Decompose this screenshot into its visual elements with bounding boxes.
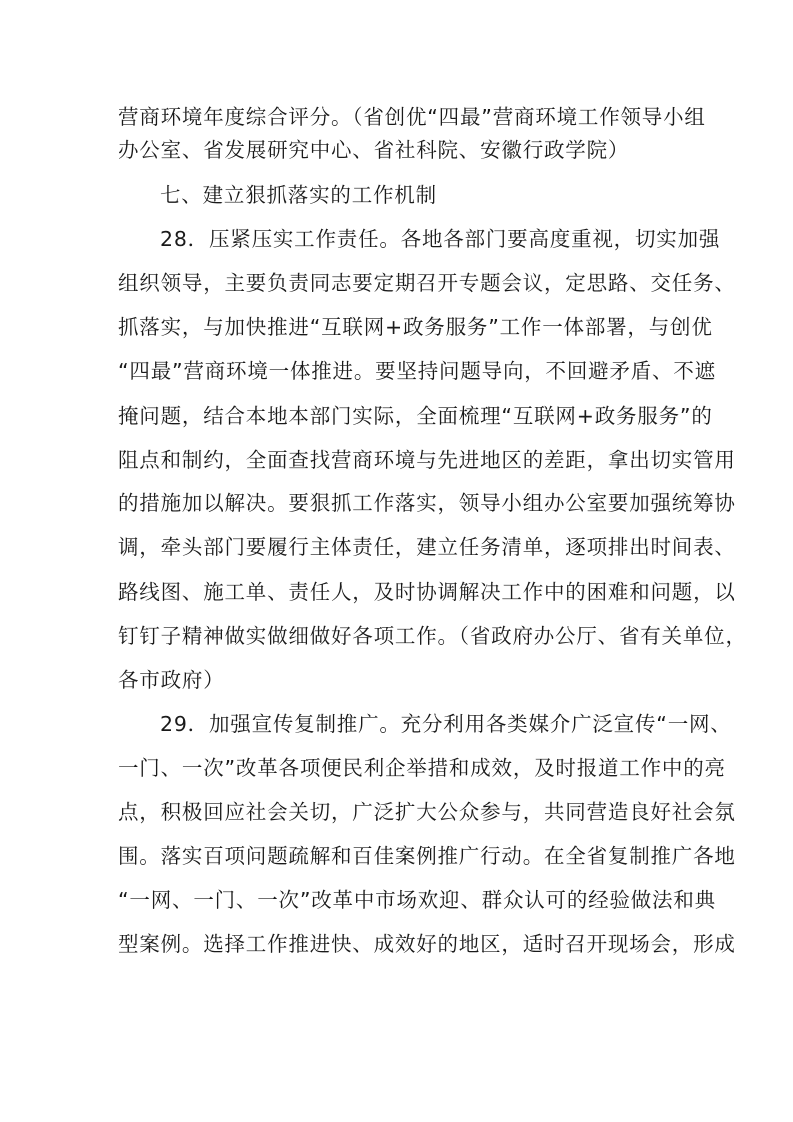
text-line: 各市政府） xyxy=(118,668,225,692)
text-line: 钉钉子精神做实做细做好各项工作。（省政府办公厅、省有关单位， xyxy=(118,624,747,648)
text-line: 的措施加以解决。要狠抓工作落实，领导小组办公室要加强统筹协 xyxy=(118,491,736,515)
text-line: 抓落实，与加快推进“互联网+政务服务”工作一体部署，与创优 xyxy=(118,315,713,339)
paragraph-start-28: 28．压紧压实工作责任。各地各部门要高度重视，切实加强 xyxy=(160,227,721,251)
text-line: 办公室、省发展研究中心、省社科院、安徽行政学院） xyxy=(118,138,630,162)
text-line: 一门、一次”改革各项便民利企举措和成效，及时报道工作中的亮 xyxy=(118,756,726,780)
text-line: 组织领导，主要负责同志要定期召开专题会议，定思路、交任务、 xyxy=(118,271,736,295)
text-line: 掩问题，结合本地本部门实际，全面梳理“互联网+政务服务”的 xyxy=(118,404,713,428)
paragraph-start-29: 29．加强宣传复制推广。充分利用各类媒介广泛宣传“一网、 xyxy=(160,712,732,736)
text-line: 点，积极回应社会关切，广泛扩大公众参与，共同营造良好社会氛 xyxy=(118,800,736,824)
text-line: 路线图、施工单、责任人，及时协调解决工作中的困难和问题，以 xyxy=(118,580,736,604)
text-line: 型案例。选择工作推进快、成效好的地区，适时召开现场会，形成 xyxy=(118,932,736,956)
text-line: “四最”营商环境一体推进。要坚持问题导向，不回避矛盾、不遮 xyxy=(118,359,716,383)
text-line: 阻点和制约，全面查找营商环境与先进地区的差距，拿出切实管用 xyxy=(118,448,736,472)
text-line: 围。落实百项问题疏解和百佳案例推广行动。在全省复制推广各地 xyxy=(118,844,736,868)
text-line: “一网、一门、一次”改革中市场欢迎、群众认可的经验做法和典 xyxy=(118,888,716,912)
text-line: 营商环境年度综合评分。（省创优“四最”营商环境工作领导小组 xyxy=(118,105,706,129)
text-line: 调，牵头部门要履行主体责任，建立任务清单，逐项排出时间表、 xyxy=(118,535,736,559)
section-heading: 七、建立狠抓落实的工作机制 xyxy=(160,183,437,207)
